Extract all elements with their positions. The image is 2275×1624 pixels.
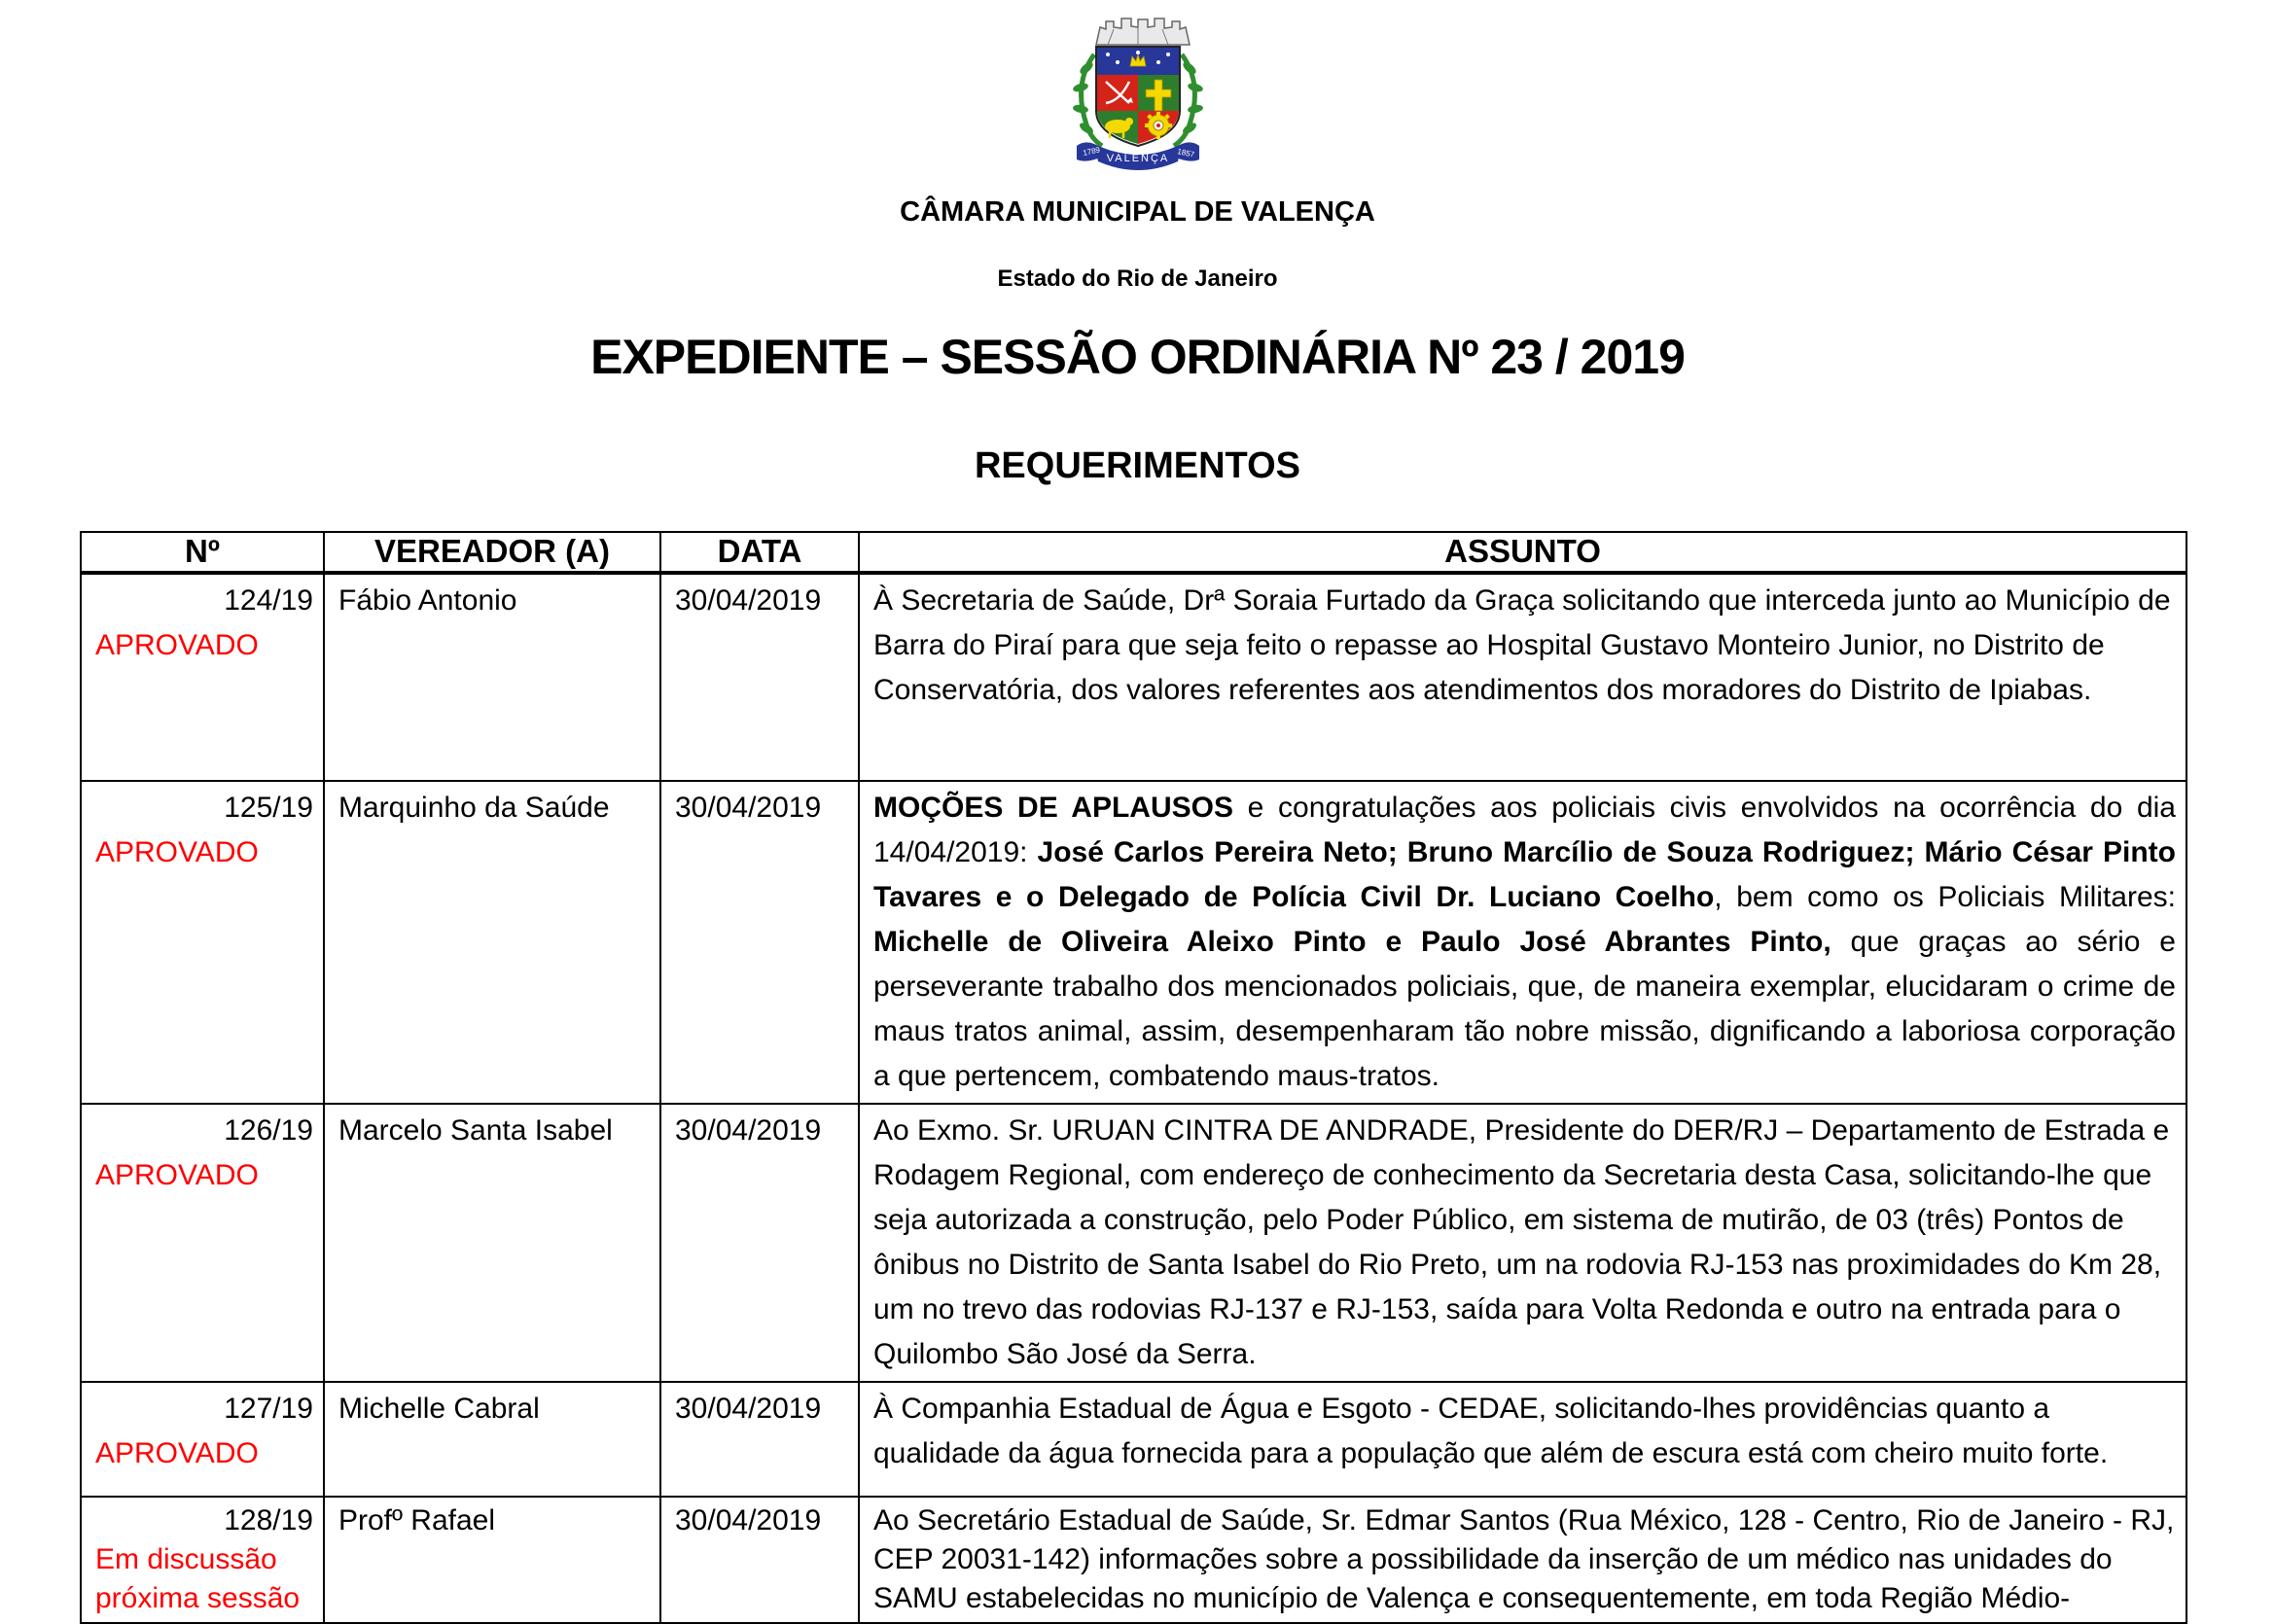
table-row [81,781,2186,1104]
numero-cell [81,1497,324,1623]
ribbon-year-left: 1789 [1082,145,1101,158]
status-badge: APROVADO [95,836,259,868]
document-title: EXPEDIENTE – SESSÃO ORDINÁRIA Nº 23 / 2019 [590,330,1685,384]
state-name: Estado do Rio de Janeiro [997,265,1278,292]
requerimento-numero: 125/19 [224,792,313,824]
table-row [81,1497,2186,1623]
status-badge: APROVADO [95,1437,259,1469]
ribbon-year-right: 1857 [1176,147,1195,159]
document-page [0,12,2275,1619]
status-badge: Em discussão próxima sessão [95,1543,301,1614]
assunto-cell: À Secretaria de Saúde, Drª Soraia Furtado da Graça solicitando que interceda junto ao Município de Barra do Piraí para que seja feito o repasse ao Hospital Gustavo Monteiro Junior, no Distrito de Conservatória, dos valores referentes aos atendimentos dos moradores do Distrito de Ipiabas. [859,573,2186,781]
data-cell: 30/04/2019 [660,1497,859,1623]
status-badge: APROVADO [95,629,259,661]
institution-name: CÂMARA MUNICIPAL DE VALENÇA [900,196,1375,228]
requerimento-numero: 126/19 [224,1114,313,1147]
vereador-cell: Michelle Cabral [324,1382,660,1497]
coat-of-arms-valenca-icon [1038,12,1238,179]
column-header-vereador: VEREADOR (A) [324,532,660,573]
requerimento-numero: 124/19 [224,584,313,617]
numero-cell [81,781,324,1104]
column-header-numero: Nº [81,532,324,573]
data-cell: 30/04/2019 [660,781,859,1104]
table-row [81,1104,2186,1382]
data-cell: 30/04/2019 [660,573,859,781]
shield-icon [1096,47,1180,146]
table-row [81,573,2186,781]
vereador-cell: Profº Rafael [324,1497,660,1623]
ribbon-name: VALENÇA [1106,153,1169,164]
data-cell: 30/04/2019 [660,1382,859,1497]
vereador-cell: Marcelo Santa Isabel [324,1104,660,1382]
numero-cell [81,1382,324,1497]
column-header-assunto: ASSUNTO [859,532,2186,573]
vereador-cell: Marquinho da Saúde [324,781,660,1104]
column-header-data: DATA [660,532,859,573]
table-row [81,1382,2186,1497]
section-title: REQUERIMENTOS [974,445,1300,486]
mural-crown-icon [1096,18,1190,45]
assunto-cell: Ao Secretário Estadual de Saúde, Sr. Edmar Santos (Rua México, 128 - Centro, Rio de Janeiro - RJ, CEP 20031-142) informações sobre a possibilidade da inserção de um médico nas unidades do SAMU estabelecidas no município de Valença e consequentemente, em toda Região Médio- [859,1497,2186,1623]
numero-cell [81,1104,324,1382]
assunto-cell: Ao Exmo. Sr. URUAN CINTRA DE ANDRADE, Presidente do DER/RJ – Departamento de Estrada e Rodagem Regional, com endereço de conhecimento da Secretaria desta Casa, solicitando-lhe que seja autorizada a construção, pelo Poder Público, em sistema de mutirão, de 03 (três) Pontos de ônibus no Distrito de Santa Isabel do Rio Preto, um na rodovia RJ-153 nas proximidades do Km 28, um no trevo das rodovias RJ-137 e RJ-153, saída para Volta Redonda e outro na entrada para o Quilombo São José da Serra. [859,1104,2186,1382]
status-badge: APROVADO [95,1159,259,1191]
vereador-cell: Fábio Antonio [324,573,660,781]
table-header-row [81,532,2186,573]
data-cell: 30/04/2019 [660,1104,859,1382]
numero-cell [81,573,324,781]
requerimentos-table [80,531,2187,1624]
requerimento-numero: 127/19 [224,1393,313,1425]
requerimento-numero: 128/19 [224,1504,313,1536]
assunto-cell: À Companhia Estadual de Água e Esgoto - CEDAE, solicitando-lhes providências quanto a qualidade da água fornecida para a população que além de escura está com cheiro muito forte. [859,1382,2186,1497]
assunto-cell: MOÇÕES DE APLAUSOS e congratulações aos policiais civis envolvidos na ocorrência do dia 14/04/2019: José Carlos Pereira Neto; Bruno Marcílio de Souza Rodriguez; Mário César Pinto Tavares e o Delegado de Polícia Civil Dr. Luciano Coelho, bem como os Policiais Militares: Michelle de Oliveira Aleixo Pinto e Paulo José Abrantes Pinto, que graças ao sério e perseverante trabalho dos mencionados policiais, que, de maneira exemplar, elucidaram o crime de maus tratos animal, assim, desempenharam tão nobre missão, dignificando a laboriosa corporação a que pertencem, combatendo maus-tratos. [859,781,2186,1104]
